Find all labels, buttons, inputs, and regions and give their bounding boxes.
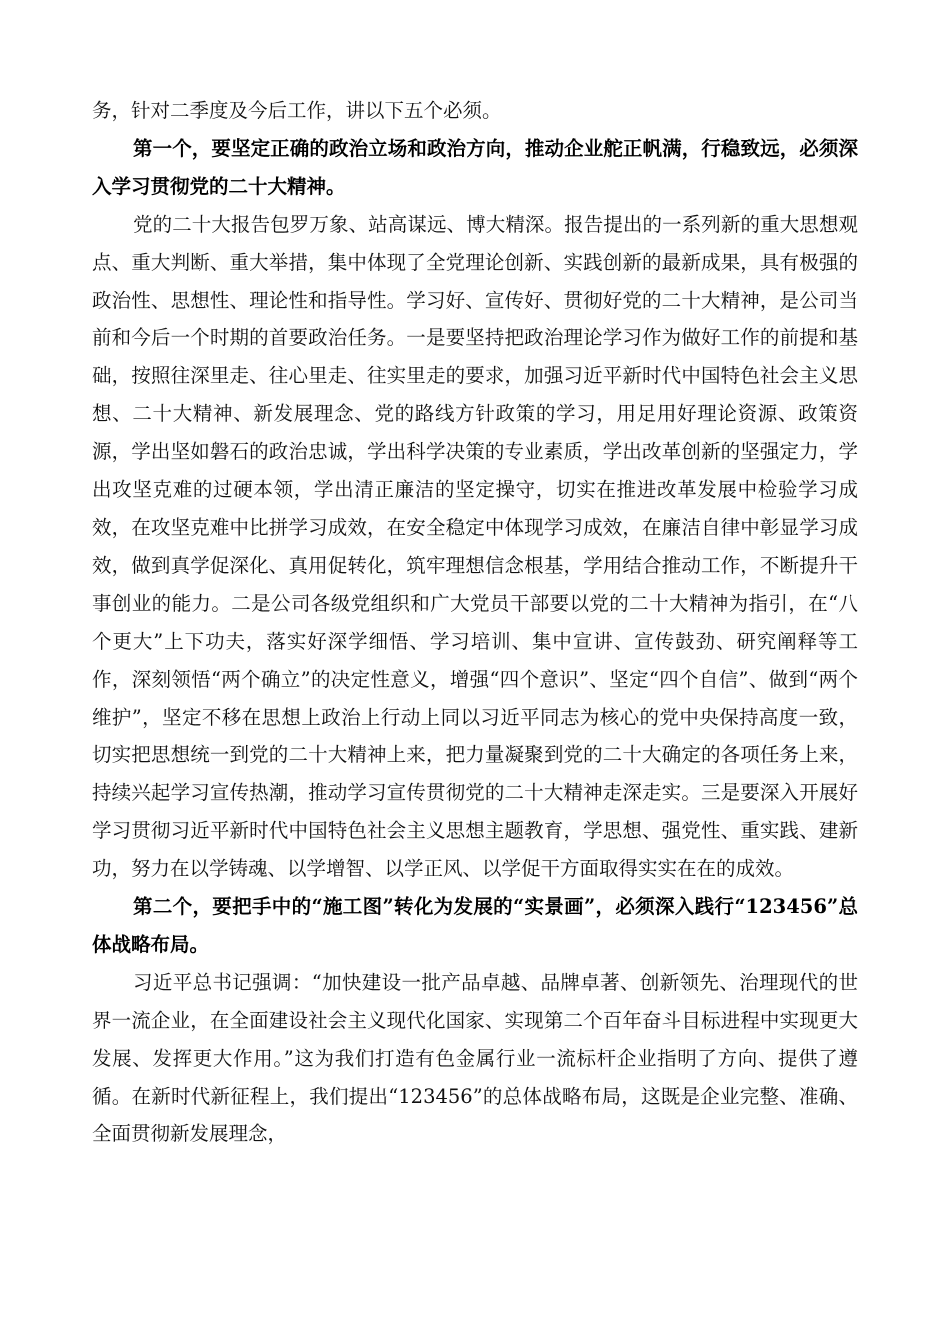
paragraph-body-1: 党的二十大报告包罗万象、站高谋远、博大精深。报告提出的一系列新的重大思想观点、重大判断、重大举措，集中体现了全党理论创新、实践创新的最新成果，具有极强的政治性、思想性、理论性和指导性。学习好、宣传好、贯彻好党的二十大精神，是公司当前和今后一个时期的首要政治任务。一是要坚持把政治理论学习作为做好工作的前提和基础，按照往深里走、往心里走、往实里走的要求，加强习近平新时代中国特色社会主义思想、二十大精神、新发展理念、党的路线方针政策的学习，用足用好理论资源、政策资源，学出坚如磐石的政治忠诚，学出科学决策的专业素质，学出改革创新的坚强定力，学出攻坚克难的过硬本领，学出清正廉洁的坚定操守，切实在推进改革发展中检验学习成效，在攻坚克难中比拼学习成效，在安全稳定中体现学习成效，在廉洁自律中彰显学习成效，做到真学促深化、真用促转化，筑牢理想信念根基，学用结合推动工作，不断提升干事创业的能力。二是公司各级党组织和广大党员干部要以党的二十大精神为指引，在“八个更大”上下功夫，落实好深学细悟、学习培训、集中宣讲、宣传鼓劲、研究阐释等工作，深刻领悟“两个确立”的决定性意义，增强“四个意识”、坚定“四个自信”、做到“两个维护”，坚定不移在思想上政治上行动上同以习近平同志为核心的党中央保持高度一致，切实把思想统一到党的二十大精神上来，把力量凝聚到党的二十大确定的各项任务上来，持续兴起学习宣传热潮，推动学习宣传贯彻党的二十大精神走深走实。三是要深入开展好学习贯彻习近平新时代中国特色社会主义思想主题教育，学思想、强党性、重实践、建新功，努力在以学铸魂、以学增智、以学正风、以学促干方面取得实实在在的成效。 <box>92 212 858 881</box>
section-heading-2: 第二个，要把手中的“施工图”转化为发展的“实景画”，必须深入践行“123456”总体战略布局。 <box>92 895 858 956</box>
paragraph-body-2: 习近平总书记强调：“加快建设一批产品卓越、品牌卓著、创新领先、治理现代的世界一流企业，在全面建设社会主义现代化国家、实现第二个百年奋斗目标进程中实现更大发展、发挥更大作用。”这为我们打造有色金属行业一流标杆企业指明了方向、提供了遵循。在新时代新征程上，我们提出“123456”的总体战略布局，这既是企业完整、准确、全面贯彻新发展理念， <box>92 970 858 1146</box>
section-heading-1: 第一个，要坚定正确的政治立场和政治方向，推动企业舵正帆满，行稳致远，必须深入学习贯彻党的二十大精神。 <box>92 136 858 198</box>
paragraph-continuation: 务，针对二季度及今后工作，讲以下五个必须。 <box>92 99 502 122</box>
document-body <box>92 92 858 1153</box>
